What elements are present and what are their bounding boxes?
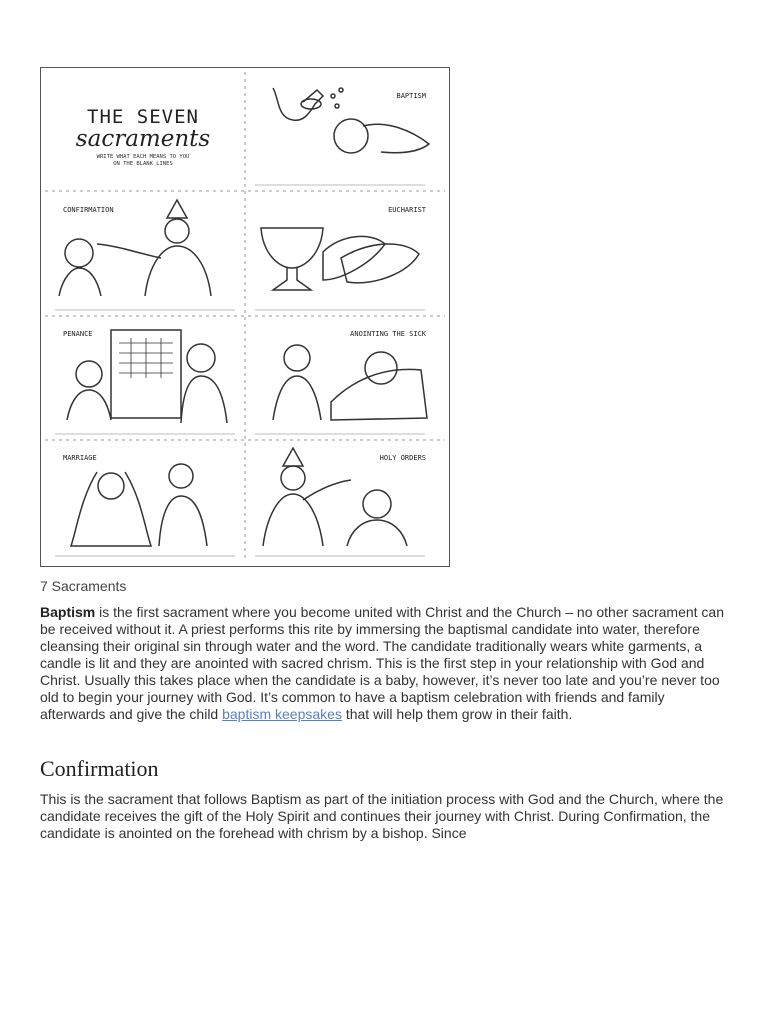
- sick-person-bed-drawing: [331, 369, 427, 420]
- anointing-panel: [255, 330, 427, 434]
- priest-drawing: [187, 344, 215, 372]
- penance-label: PENANCE: [63, 330, 93, 338]
- baptism-body-text: is the first sacrament where you become united with Christ and the Church – no other sacrament can be received without it. A priest performs this rite by immersing the baptismal candidate into water, therefore cleansing their original sin through water and the word. The candidate traditionally wears white garments, a candle is lit and they are anointed with sacred chrism. This is the first step in your relationship with God and Christ. Usually this takes place when the candidate is a baby, however, it’s never too late and you’re never too old to begin your journey with God. It’s common to have a baptism celebration with friends and family afterwards and give the child: [40, 604, 724, 722]
- penance-panel: [55, 330, 235, 434]
- marriage-panel: [55, 454, 235, 556]
- anointing-label: ANOINTING THE SICK: [350, 330, 426, 338]
- baptism-panel: [255, 88, 429, 185]
- baby-head-drawing: [334, 119, 368, 153]
- holy-orders-label: HOLY ORDERS: [379, 454, 426, 462]
- eucharist-panel: [255, 206, 427, 310]
- bread-drawing: [323, 236, 385, 280]
- confirmation-paragraph: This is the sacrament that follows Baptism as part of the initiation process with God and the Church, where the candidate receives the gift of the Holy Spirit and continues their journey with Christ. During Confirmation, the candidate is anointed on the forehead with chrism by a bishop. Since: [40, 791, 724, 841]
- child-head-drawing: [65, 239, 93, 267]
- marriage-label: MARRIAGE: [63, 454, 97, 462]
- worksheet-instruction-2: ON THE BLANK LINES: [113, 161, 173, 167]
- pouring-hand-drawing: [273, 88, 323, 120]
- bishop-drawing: [167, 200, 187, 218]
- priest-head-drawing: [284, 345, 310, 371]
- bishop-mitre-drawing: [283, 448, 303, 466]
- baptism-tail-text: that will help them grow in their faith.: [341, 706, 573, 722]
- baptism-paragraph: [40, 604, 730, 723]
- bride-drawing: [98, 473, 124, 499]
- chalice-drawing: [261, 228, 323, 268]
- holy-orders-panel: [255, 448, 426, 556]
- groom-drawing: [169, 464, 193, 488]
- baptism-lead-term: Baptism: [40, 604, 96, 620]
- title-panel: [76, 106, 211, 167]
- baptism-keepsakes-link[interactable]: baptism keepsakes: [222, 706, 342, 722]
- confirmation-heading: Confirmation: [40, 756, 159, 781]
- worksheet-subtitle: sacraments: [75, 126, 211, 152]
- confirmation-panel: [55, 200, 235, 310]
- image-caption: 7 Sacraments: [40, 578, 127, 594]
- sacraments-worksheet-image: [40, 67, 450, 567]
- penitent-drawing: [76, 361, 102, 387]
- confirmation-label: CONFIRMATION: [63, 206, 114, 214]
- worksheet-title: THE SEVEN: [87, 106, 199, 128]
- ordinand-drawing: [363, 490, 391, 518]
- worksheet-instruction-1: WRITE WHAT EACH MEANS TO YOU: [96, 154, 190, 160]
- baptism-label: BAPTISM: [396, 92, 426, 100]
- eucharist-label: EUCHARIST: [388, 206, 426, 214]
